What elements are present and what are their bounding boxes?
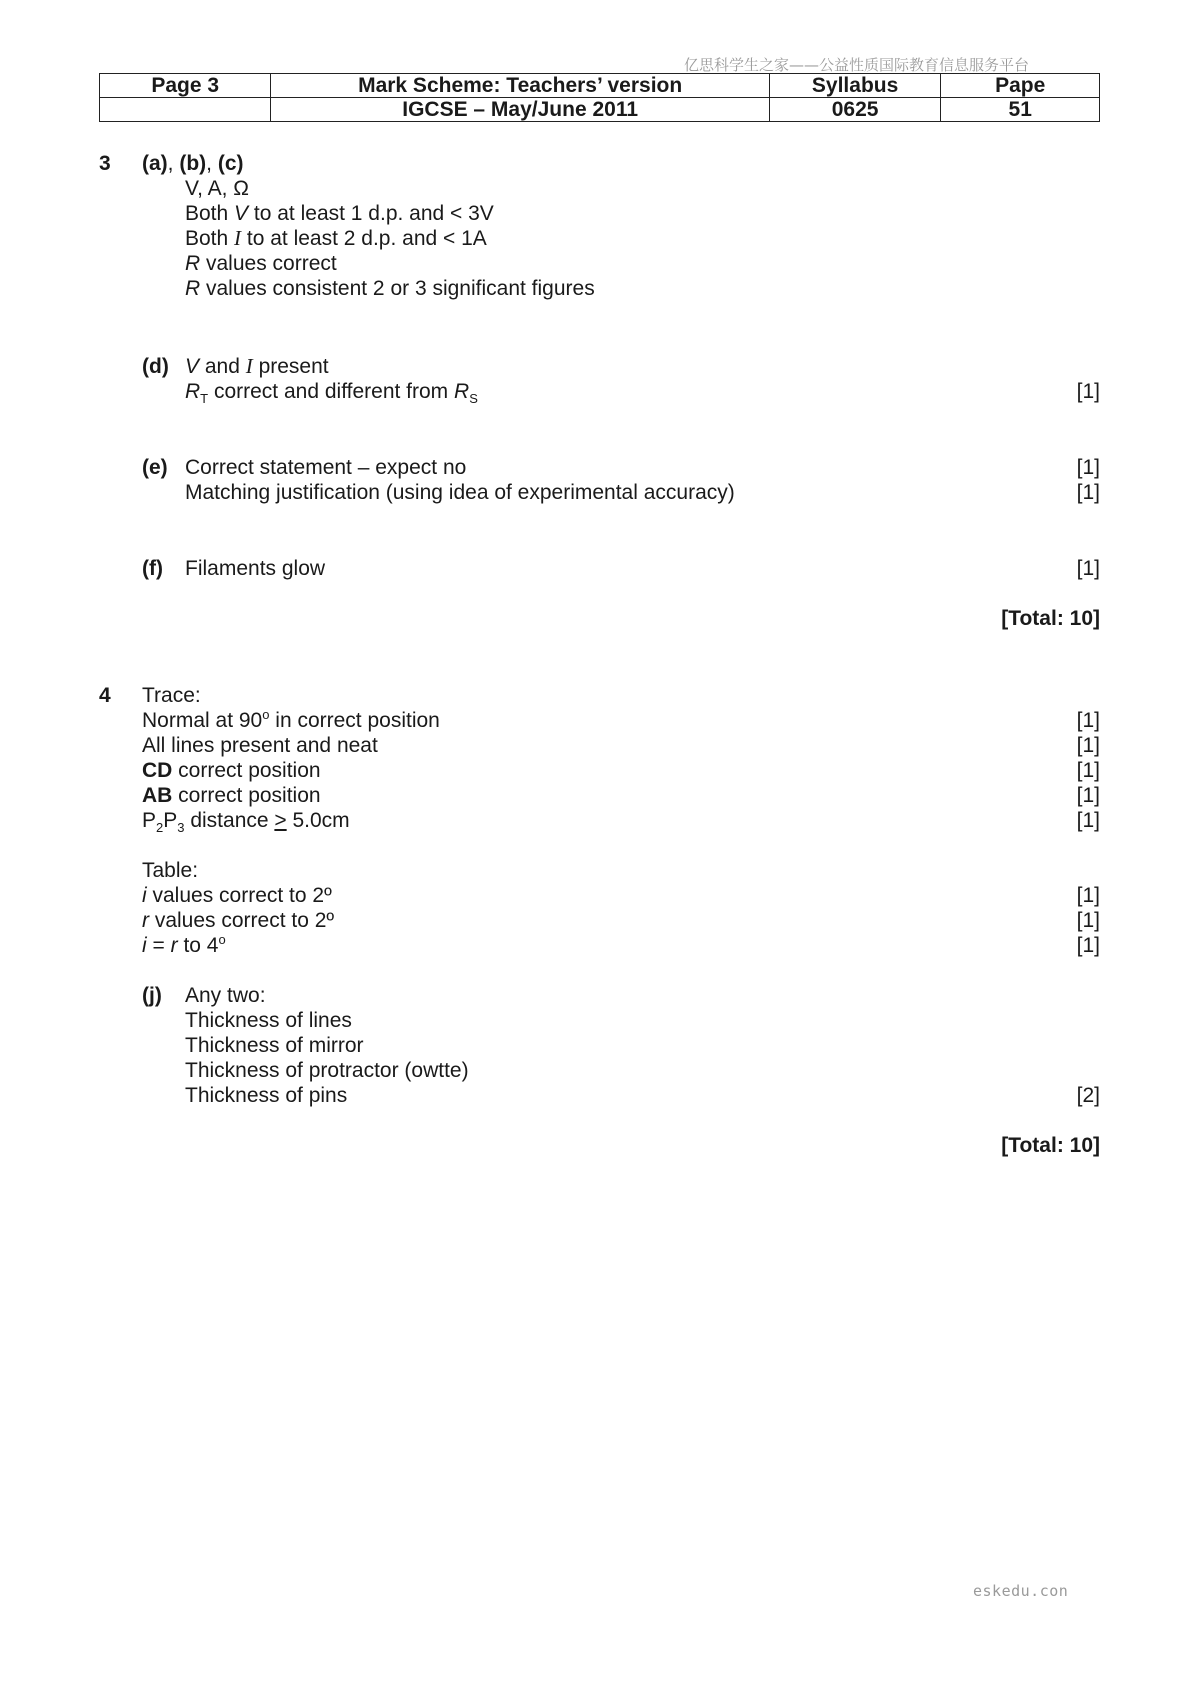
q4-p2p3: $P_2P_3$ distance > 5.0cm bbox=[142, 809, 350, 836]
header-table bbox=[99, 73, 1100, 122]
q4-j-mark: [2] bbox=[1076, 1084, 1100, 1107]
q3-r-correct: R values correct bbox=[185, 252, 337, 275]
q3-r-consistent: R values consistent 2 or 3 significant figures bbox=[185, 277, 595, 300]
q4-j-item: Thickness of mirror bbox=[185, 1034, 364, 1057]
q4-normal-mark: [1] bbox=[1076, 709, 1100, 732]
q3-e-line1: Correct statement – expect no bbox=[185, 456, 467, 479]
q4-i-values: i values correct to 2º bbox=[142, 884, 332, 907]
q4-normal: Normal at 90$^o$ in correct position bbox=[142, 707, 440, 732]
q4-p2p3-mark: [1] bbox=[1076, 809, 1100, 832]
q4-r-values-mark: [1] bbox=[1076, 909, 1100, 932]
q4-j-label: (j) bbox=[142, 984, 162, 1007]
q4-i-equals-r-mark: [1] bbox=[1076, 934, 1100, 957]
q3-units: V, A, Ω bbox=[185, 177, 249, 200]
header-row-2 bbox=[100, 98, 1100, 122]
header-empty-cell bbox=[100, 98, 271, 122]
q4-total: [Total: 10] bbox=[1001, 1134, 1100, 1157]
header-syllabus-code: 0625 bbox=[769, 98, 941, 122]
q4-trace-heading: Trace: bbox=[142, 684, 201, 707]
q3-d-mark: [1] bbox=[1076, 380, 1100, 403]
header-paper-label: Pape bbox=[941, 74, 1100, 98]
header-row-1 bbox=[100, 74, 1100, 98]
header-title: Mark Scheme: Teachers’ version bbox=[271, 74, 769, 98]
q4-i-values-mark: [1] bbox=[1076, 884, 1100, 907]
q4-cd: CD correct position bbox=[142, 759, 321, 782]
q4-cd-mark: [1] bbox=[1076, 759, 1100, 782]
q4-j-item: Any two: bbox=[185, 984, 266, 1007]
q4-ab-mark: [1] bbox=[1076, 784, 1100, 807]
q3-d-line2: $R_T$ correct and different from $R_S$ bbox=[185, 380, 478, 407]
header-exam: IGCSE – May/June 2011 bbox=[271, 98, 769, 122]
watermark-top: 亿思科学生之家——公益性质国际教育信息服务平台 bbox=[684, 56, 1030, 74]
q3-total: [Total: 10] bbox=[1001, 607, 1100, 630]
header-page: Page 3 bbox=[100, 74, 271, 98]
q3-f-label: (f) bbox=[142, 557, 163, 580]
q4-j-item: Thickness of lines bbox=[185, 1009, 352, 1032]
q3-both-i: Both I to at least 2 d.p. and < 1A bbox=[185, 226, 487, 250]
header-syllabus-label: Syllabus bbox=[769, 74, 941, 98]
q4-r-values: r values correct to 2º bbox=[142, 909, 335, 932]
q4-i-equals-r: i = r to 4$^o$ bbox=[142, 932, 226, 957]
q3-number: 3 bbox=[99, 152, 111, 175]
watermark-bottom: eskedu.con bbox=[973, 1582, 1069, 1600]
q4-lines: All lines present and neat bbox=[142, 734, 378, 757]
q3-f-line: Filaments glow bbox=[185, 557, 326, 580]
q3-abc-label: (a), (b), (c) bbox=[142, 152, 244, 175]
q4-j-item: Thickness of pins bbox=[185, 1084, 348, 1107]
q3-f-mark: [1] bbox=[1076, 557, 1100, 580]
q4-table-heading: Table: bbox=[142, 859, 199, 882]
header-paper-number: 51 bbox=[941, 98, 1100, 122]
q3-d-line1: V and I present bbox=[185, 354, 329, 378]
q3-e-line2: Matching justification (using idea of experimental accuracy) bbox=[185, 481, 735, 504]
q4-lines-mark: [1] bbox=[1076, 734, 1100, 757]
q3-e-label: (e) bbox=[142, 456, 168, 479]
q3-both-v: Both V to at least 1 d.p. and < 3V bbox=[185, 202, 494, 225]
q3-d-label: (d) bbox=[142, 355, 169, 378]
q4-j-item: Thickness of protractor (owtte) bbox=[185, 1059, 469, 1082]
q3-e-mark2: [1] bbox=[1076, 481, 1100, 504]
q3-e-mark1: [1] bbox=[1076, 456, 1100, 479]
q4-ab: AB correct position bbox=[142, 784, 321, 807]
q4-number: 4 bbox=[99, 684, 111, 707]
